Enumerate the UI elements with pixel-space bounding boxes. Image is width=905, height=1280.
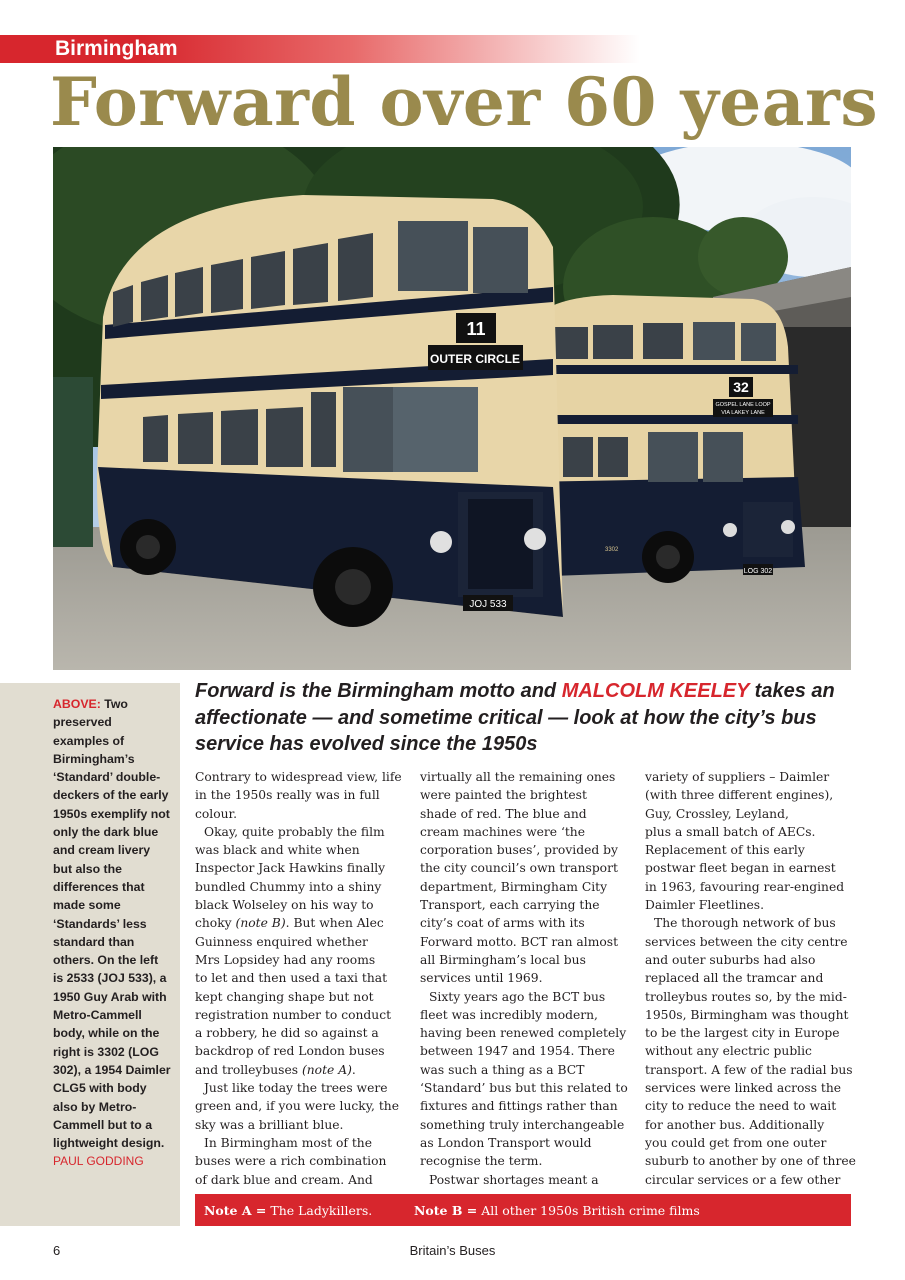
- body-line: [645, 969, 860, 987]
- body-line-text: Sixty years ago the BCT bus: [429, 989, 606, 1004]
- body-line: [195, 896, 410, 914]
- body-line-text: Guy, Crossley, Leyland,: [645, 806, 789, 821]
- body-line: [645, 1171, 860, 1189]
- body-line-text: and outer suburbs had also: [645, 952, 816, 967]
- body-line-text: Transport, each carrying the: [420, 898, 600, 913]
- body-line: [420, 805, 635, 823]
- body-line-text: Just like today the trees were: [204, 1081, 388, 1096]
- body-line-text: you could get from one outer: [645, 1135, 827, 1150]
- body-line: [420, 988, 635, 1006]
- body-line-text: In Birmingham most of the: [204, 1135, 372, 1150]
- body-line: [195, 859, 410, 877]
- body-line: [420, 878, 635, 896]
- body-line: [420, 1152, 635, 1170]
- body-line-text: Postwar shortages meant a: [429, 1172, 599, 1187]
- body-line: [195, 805, 410, 823]
- body-line-text: the city council’s own transport: [420, 861, 618, 876]
- bus-photograph: [53, 147, 851, 670]
- body-line: [195, 768, 410, 786]
- body-line: [420, 933, 635, 951]
- body-line-text: backdrop of red London buses: [195, 1044, 385, 1059]
- body-line: [645, 951, 860, 969]
- body-line: [645, 988, 860, 1006]
- body-line-text: replaced all the tramcar and: [645, 971, 824, 986]
- body-line-text: cream machines were ‘the: [420, 824, 586, 839]
- body-line: [195, 1097, 410, 1115]
- body-line: [195, 786, 410, 804]
- body-line-text: virtually all the remaining ones: [420, 770, 616, 784]
- note-reference: (note B): [235, 916, 286, 931]
- body-line: [645, 1024, 860, 1042]
- body-line: [195, 914, 410, 932]
- body-line: [420, 1097, 635, 1115]
- body-line-text: to be the largest city in Europe: [645, 1026, 840, 1041]
- body-line-text: kept changing shape but not: [195, 989, 374, 1004]
- body-line-text: Forward motto. BCT ran almost: [420, 934, 619, 949]
- body-line-text: 1950s, Birmingham was thought: [645, 1007, 849, 1022]
- caption-lead: ABOVE:: [53, 697, 101, 711]
- caption-body: Two preserved examples of Birmingham’s ‘Standard’ double-deckers of the early 1950s exemplify not only the dark blue and cream livery but also the differences that made some ‘Standards’ less standard than others. On the left is 2533 (JOJ 533), a 1950 Guy Arab with Metro-Cammell body, while on the right is 3302 (LOG 302), a 1954 Daimler CLG5 with body also by Metro-Cammell but to a lightweight design.: [53, 697, 171, 1151]
- body-line: [195, 1152, 410, 1170]
- body-line-text: suburb to another by one of three: [645, 1154, 856, 1169]
- body-line-text: The thorough network of bus: [654, 916, 836, 931]
- body-line: [420, 859, 635, 877]
- notes-bar: [195, 1194, 851, 1226]
- body-line: [420, 1171, 635, 1189]
- note-b-label: Note B =: [414, 1203, 478, 1218]
- body-line: [645, 768, 860, 786]
- publication-title: Britain’s Buses: [409, 1243, 496, 1258]
- note-b: [414, 1203, 700, 1218]
- body-line: [645, 1116, 860, 1134]
- body-line-text: Inspector Jack Hawkins finally: [195, 861, 386, 876]
- body-line-rest: .: [351, 1062, 356, 1077]
- body-line-text: something truly interchangeable: [420, 1117, 625, 1132]
- body-line-text: Contrary to widespread view, life: [195, 770, 402, 784]
- body-line-text: was such a thing as a BCT: [420, 1062, 585, 1077]
- body-line-text: plus a small batch of AECs.: [645, 824, 816, 839]
- body-line: [195, 933, 410, 951]
- body-line-text: sky was a brilliant blue.: [195, 1117, 344, 1132]
- body-line: [645, 1006, 860, 1024]
- body-line-text: (with three different engines),: [645, 788, 834, 803]
- photo-caption: [53, 695, 171, 1171]
- bus-2533: [97, 195, 563, 627]
- body-line: [645, 1152, 860, 1170]
- body-line: [420, 768, 635, 786]
- body-line-text: bundled Chummy into a shiny: [195, 879, 382, 894]
- body-line-text: all Birmingham’s local bus: [420, 952, 586, 967]
- author-name: MALCOLM KEELEY: [561, 680, 750, 702]
- body-line-text: department, Birmingham City: [420, 879, 608, 894]
- body-line-text: without any electric public: [645, 1044, 812, 1059]
- body-line: [195, 878, 410, 896]
- body-line: [420, 841, 635, 859]
- body-line: [645, 1097, 860, 1115]
- body-line: [420, 1079, 635, 1097]
- body-line-rest: . But when Alec: [285, 916, 384, 931]
- body-line: [195, 988, 410, 1006]
- body-line-text: for another bus. Additionally: [645, 1117, 825, 1132]
- note-a-text: The Ladykillers.: [270, 1203, 373, 1218]
- body-line-text: was black and white when: [195, 843, 360, 858]
- bus-photo-illustration: [53, 147, 851, 670]
- body-line: [195, 1079, 410, 1097]
- body-line: [420, 1134, 635, 1152]
- section-label: Birmingham: [55, 37, 178, 60]
- note-reference: (note A): [301, 1062, 352, 1077]
- body-line-text: a robbery, he did so against a: [195, 1026, 379, 1041]
- body-line-text: between 1947 and 1954. There: [420, 1044, 615, 1059]
- body-line: [195, 1006, 410, 1024]
- body-line-text: to let and then used a taxi that: [195, 971, 388, 986]
- body-line-text: choky: [195, 916, 232, 931]
- body-line-text: postwar fleet began in earnest: [645, 861, 836, 876]
- body-line-text: registration number to conduct: [195, 1007, 392, 1022]
- body-line: [645, 1079, 860, 1097]
- body-line: [420, 1006, 635, 1024]
- bus1-destination-blind: OUTER CIRCLE: [430, 352, 520, 366]
- body-line-text: Guinness enquired whether: [195, 934, 368, 949]
- body-line-text: city’s coat of arms with its: [420, 916, 585, 931]
- body-line: [420, 1061, 635, 1079]
- body-line: [420, 1042, 635, 1060]
- body-line: [195, 841, 410, 859]
- bus1-number-plate: JOJ 533: [469, 599, 507, 610]
- body-line-text: in the 1950s really was in full: [195, 788, 380, 803]
- body-line-text: services were linked across the: [645, 1081, 842, 1096]
- body-line-text: corporation buses’, provided by: [420, 843, 618, 858]
- body-line: [645, 1042, 860, 1060]
- standfirst-intro: Forward is the Birmingham motto and: [195, 680, 562, 702]
- body-line: [645, 823, 860, 841]
- body-line: [645, 878, 860, 896]
- body-line-text: as London Transport would: [420, 1135, 592, 1150]
- body-line-text: services until 1969.: [420, 971, 543, 986]
- standfirst-rest: takes an affectionate — and sometime critical — look at how the city’s bus service has evolved since the 1950s: [195, 680, 835, 755]
- body-line-text: circular services or a few other: [645, 1172, 841, 1187]
- body-line: [420, 969, 635, 987]
- body-line-text: trolleybus routes so, by the mid-: [645, 989, 847, 1004]
- body-line-text: buses were a rich combination: [195, 1154, 387, 1169]
- body-line: [420, 823, 635, 841]
- body-line-text: fixtures and fittings rather than: [420, 1099, 618, 1114]
- body-line-text: colour.: [195, 806, 237, 821]
- body-line: [195, 951, 410, 969]
- body-line: [195, 1042, 410, 1060]
- body-column-3: [645, 768, 860, 1189]
- body-line-text: green and, if you were lucky, the: [195, 1099, 399, 1114]
- body-line-text: services between the city centre: [645, 934, 848, 949]
- body-line-text: fleet was incredibly modern,: [420, 1007, 598, 1022]
- note-b-text: All other 1950s British crime films: [481, 1203, 700, 1218]
- body-line-text: recognise the term.: [420, 1154, 543, 1169]
- body-line: [420, 1116, 635, 1134]
- body-line: [420, 1024, 635, 1042]
- body-line: [420, 786, 635, 804]
- bus2-route-number: 32: [733, 379, 749, 395]
- body-line: [195, 823, 410, 841]
- body-line-text: Replacement of this early: [645, 843, 805, 858]
- bus2-destination-line1: GOSPEL LANE LOOP: [715, 402, 771, 408]
- body-line: [420, 914, 635, 932]
- body-line: [645, 896, 860, 914]
- body-line-text: and trolleybuses: [195, 1062, 299, 1077]
- body-line-text: ‘Standard’ bus but this related to: [420, 1081, 628, 1096]
- body-line-text: were painted the brightest: [420, 788, 587, 803]
- body-line: [645, 1134, 860, 1152]
- body-line-text: shade of red. The blue and: [420, 806, 587, 821]
- body-line: [645, 805, 860, 823]
- bus2-destination-line2: VIA LAKEY LANE: [721, 410, 765, 416]
- bus2-number-plate: LOG 302: [743, 568, 773, 575]
- body-line: [195, 1134, 410, 1152]
- body-column-2: [420, 768, 635, 1189]
- body-line: [645, 933, 860, 951]
- body-line: [420, 951, 635, 969]
- body-line: [195, 969, 410, 987]
- note-a: [204, 1203, 372, 1218]
- body-line: [195, 1024, 410, 1042]
- body-line: [195, 1116, 410, 1134]
- body-line: [645, 859, 860, 877]
- body-line-text: in 1963, favouring rear-engined: [645, 879, 845, 894]
- body-line-text: of dark blue and cream. And: [195, 1172, 373, 1187]
- article-headline: Forward over 60 years: [50, 63, 878, 141]
- body-line-text: Daimler Fleetlines.: [645, 898, 765, 913]
- body-line-text: variety of suppliers – Daimler: [645, 770, 830, 784]
- body-column-1: [195, 768, 410, 1189]
- bus2-fleet-number: 3302: [605, 547, 619, 553]
- body-line-text: having been renewed completely: [420, 1026, 627, 1041]
- body-line-text: Mrs Lopsidey had any rooms: [195, 952, 376, 967]
- body-line: [195, 1171, 410, 1189]
- article-standfirst: [195, 678, 860, 758]
- body-line: [645, 841, 860, 859]
- body-line: [645, 786, 860, 804]
- body-line-text: black Wolseley on his way to: [195, 898, 374, 913]
- photo-credit: PAUL GODDING: [53, 1154, 144, 1169]
- page-number: 6: [53, 1243, 61, 1258]
- note-a-label: Note A =: [204, 1203, 267, 1218]
- body-line: [195, 1061, 410, 1079]
- body-line: [645, 1061, 860, 1079]
- body-line-text: city to reduce the need to wait: [645, 1099, 837, 1114]
- body-line: [645, 914, 860, 932]
- bus1-route-number: 11: [466, 319, 486, 339]
- body-line: [420, 896, 635, 914]
- body-line-text: transport. A few of the radial bus: [645, 1062, 853, 1077]
- body-line-text: Okay, quite probably the film: [204, 824, 385, 839]
